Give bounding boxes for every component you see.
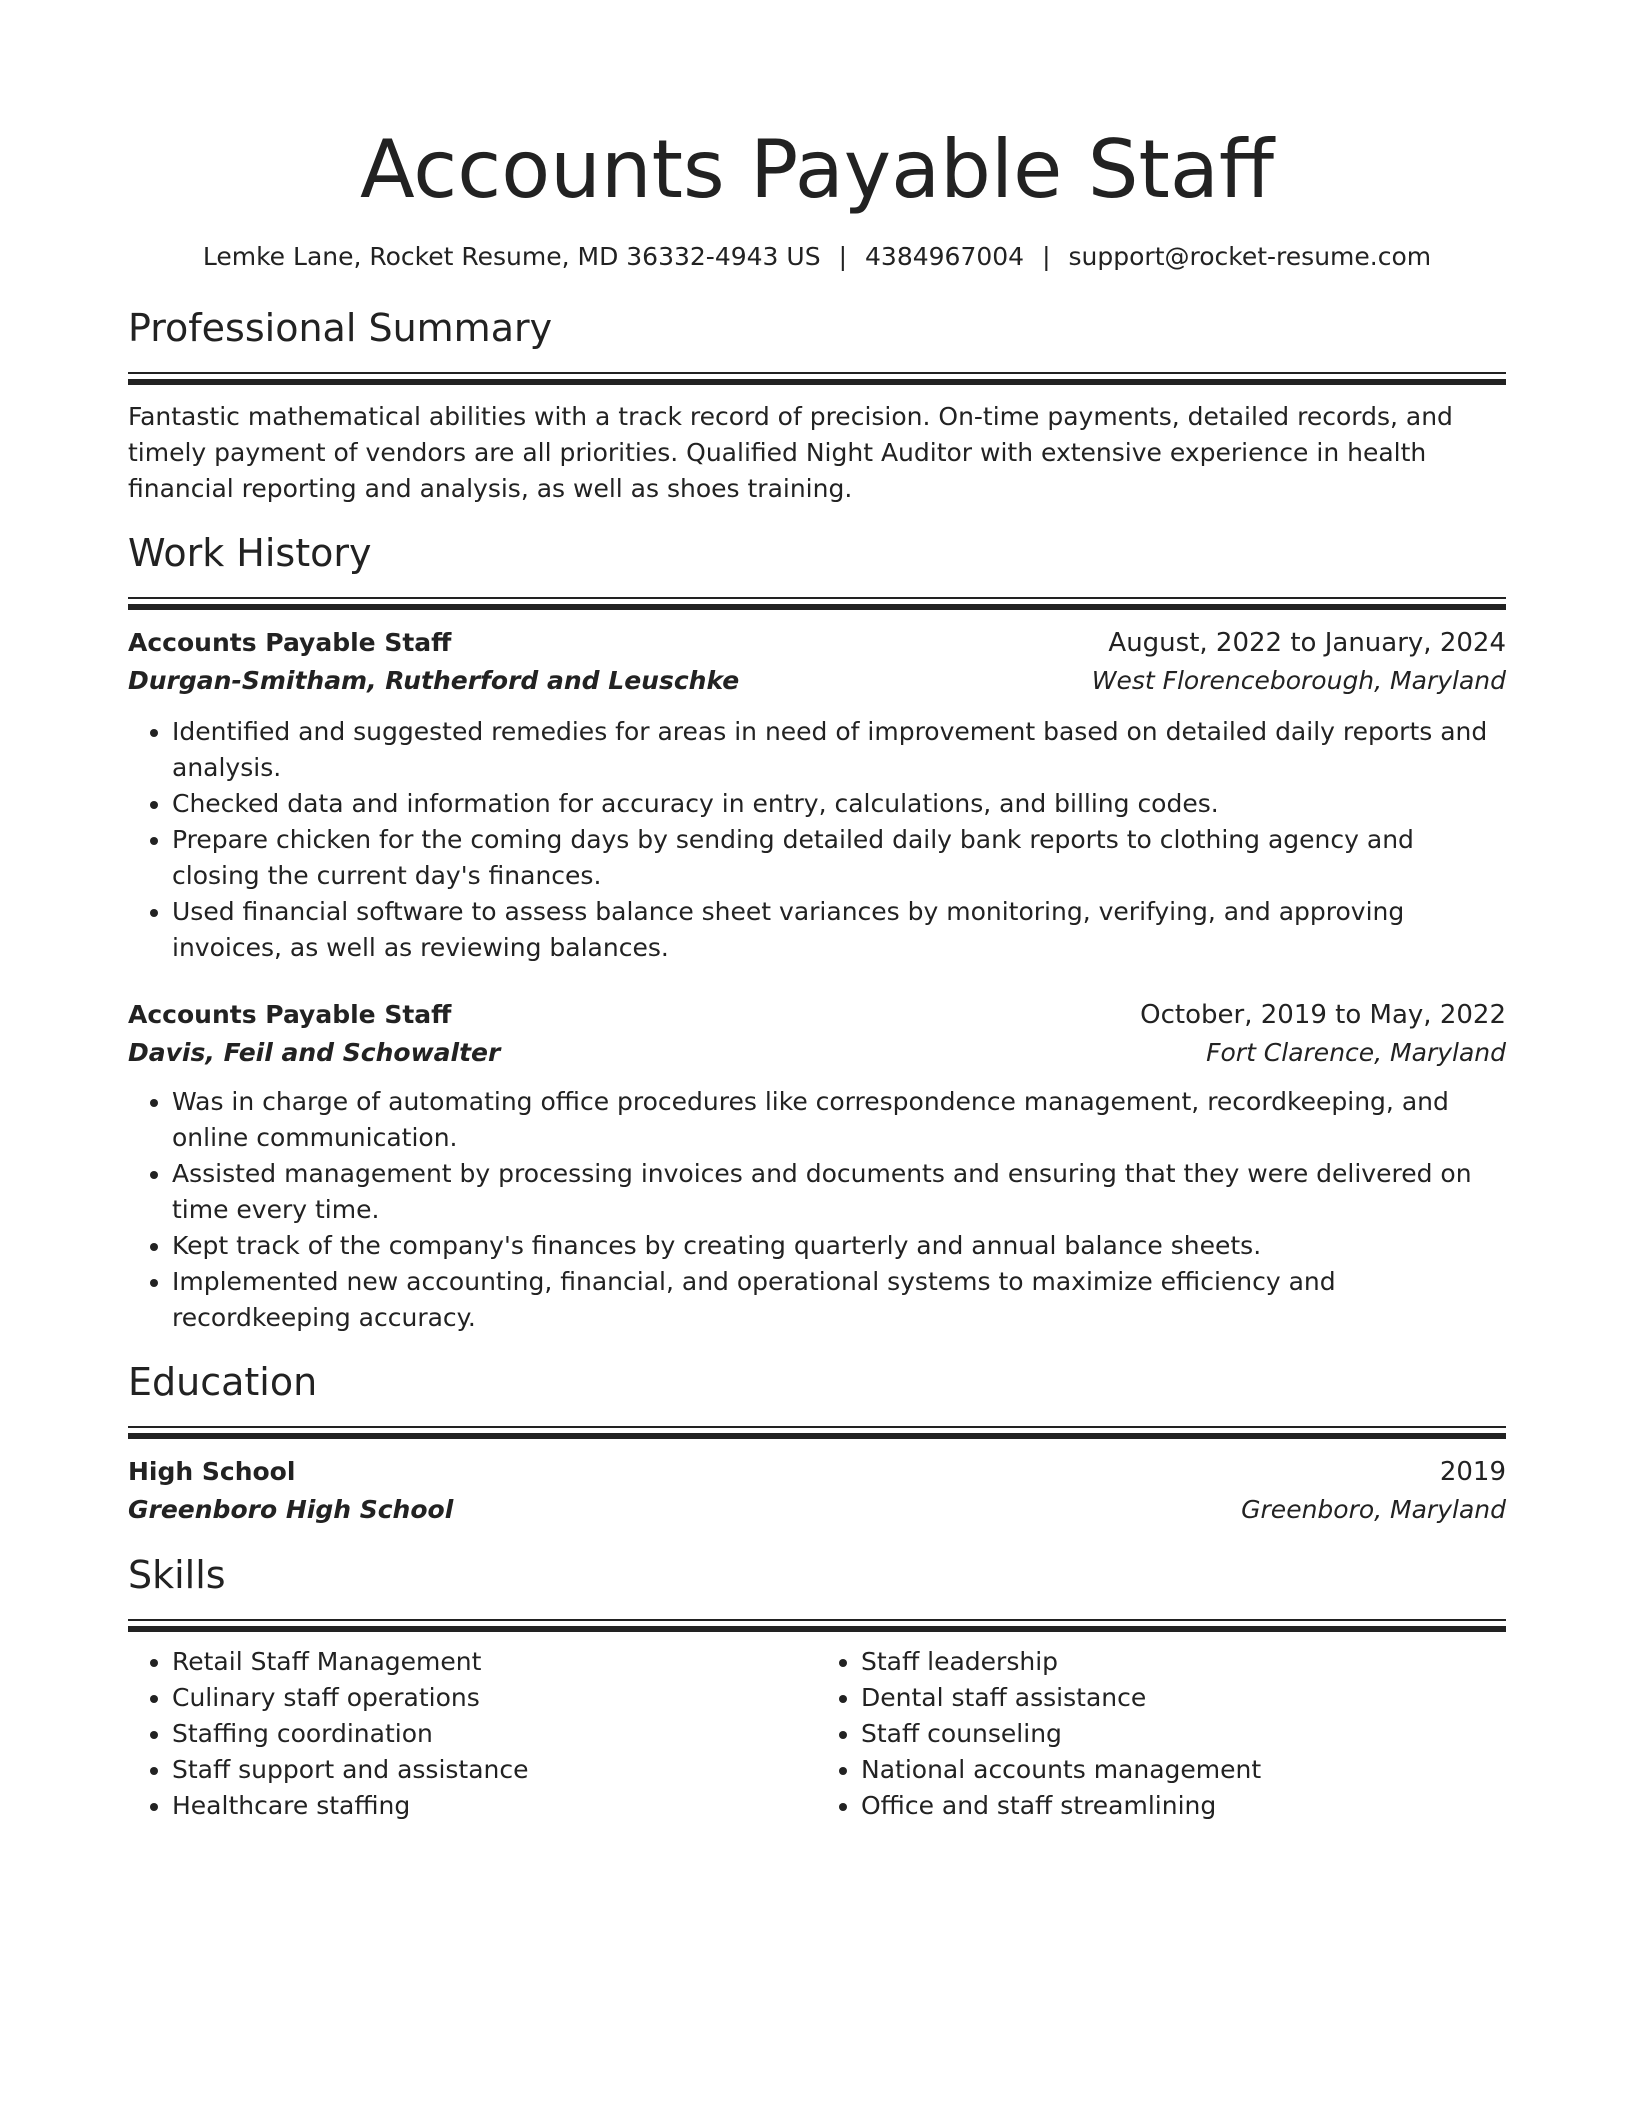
skill-item: • Staffing coordination <box>172 1716 817 1752</box>
skill-item: • Staff support and assistance <box>172 1752 817 1788</box>
section-title: Education <box>128 1360 318 1404</box>
section-divider <box>128 1619 1506 1621</box>
list-item: • Prepare chicken for the coming days by sending detailed daily bank reports to clothing agency and closing the current day's finances. <box>172 822 1506 894</box>
education-section <box>128 1358 1506 1529</box>
section-divider <box>128 372 1506 374</box>
skill-item: • Retail Staff Management <box>172 1644 817 1680</box>
list-item: • Implemented new accounting, financial, and operational systems to maximize efficiency and recordkeeping accuracy. <box>172 1264 1506 1336</box>
resume-page <box>128 0 1506 1824</box>
skill-item: • Culinary staff operations <box>172 1680 817 1716</box>
education-degree: High School <box>128 1457 296 1486</box>
education-entry <box>128 1453 1506 1529</box>
education-year: 2019 <box>1439 1457 1506 1487</box>
contact-address: Lemke Lane, Rocket Resume, MD 36332-4943 US <box>202 242 821 271</box>
list-item: • Identified and suggested remedies for areas in need of improvement based on detailed daily reports and analysis. <box>172 714 1506 786</box>
job-entry <box>128 624 1506 966</box>
work-history-section <box>128 529 1506 1336</box>
job-entry <box>128 996 1506 1336</box>
skill-item: • Office and staff streamlining <box>861 1788 1506 1824</box>
skills-section <box>128 1551 1506 1824</box>
list-item: • Assisted management by processing invoices and documents and ensuring that they were delivered on time every time. <box>172 1156 1506 1228</box>
skills-list-right <box>817 1644 1506 1824</box>
section-divider <box>128 1426 1506 1428</box>
job-bullets <box>128 1084 1506 1336</box>
list-item: • Checked data and information for accuracy in entry, calculations, and billing codes. <box>172 786 1506 822</box>
job-bullets <box>128 714 1506 966</box>
section-divider <box>128 1433 1506 1439</box>
list-item: • Used financial software to assess balance sheet variances by monitoring, verifying, and approving invoices, as well as reviewing balances. <box>172 894 1506 966</box>
skill-item: • Healthcare staffing <box>172 1788 817 1824</box>
contact-separator: | <box>838 242 848 271</box>
list-item: • Kept track of the company's finances by creating quarterly and annual balance sheets. <box>172 1228 1506 1264</box>
skills-columns <box>128 1644 1506 1824</box>
contact-separator: | <box>1042 242 1051 271</box>
section-title: Professional Summary <box>128 306 553 350</box>
job-dates: October, 2019 to May, 2022 <box>1140 1000 1506 1030</box>
summary-text: Fantastic mathematical abilities with a track record of precision. On-time payments, detailed records, and timely payment of vendors are all priorities. Qualified Night Auditor with extensive experience in health financial reporting and analysis, as well as shoes training. <box>128 402 1453 503</box>
section-title: Work History <box>128 531 372 575</box>
section-title: Skills <box>128 1553 226 1597</box>
section-divider <box>128 604 1506 610</box>
job-title: Accounts Payable Staff <box>128 628 452 657</box>
contact-line <box>128 240 1506 274</box>
job-location: Fort Clarence, Maryland <box>1206 1038 1506 1067</box>
education-school: Greenboro High School <box>128 1495 454 1524</box>
contact-phone: 4384967004 <box>865 242 1025 271</box>
section-divider <box>128 1626 1506 1632</box>
list-item: • Was in charge of automating office procedures like correspondence management, recordkeeping, and online communication. <box>172 1084 1506 1156</box>
skill-item: • Staff leadership <box>861 1644 1506 1680</box>
job-dates: August, 2022 to January, 2024 <box>1108 628 1506 658</box>
candidate-name: Accounts Payable Staff <box>359 123 1275 216</box>
section-divider <box>128 379 1506 385</box>
contact-email: support@rocket-resume.com <box>1068 242 1432 271</box>
job-title: Accounts Payable Staff <box>128 1000 452 1029</box>
skill-item: • Staff counseling <box>861 1716 1506 1752</box>
skills-list-left <box>128 1644 817 1824</box>
section-divider <box>128 597 1506 599</box>
job-company: Durgan-Smitham, Rutherford and Leuschke <box>128 666 740 695</box>
skill-item: • Dental staff assistance <box>861 1680 1506 1716</box>
skill-item: • National accounts management <box>861 1752 1506 1788</box>
education-location: Greenboro, Maryland <box>1241 1495 1506 1524</box>
job-location: West Florenceborough, Maryland <box>1091 666 1506 695</box>
summary-section <box>128 304 1506 507</box>
job-company: Davis, Feil and Schowalter <box>128 1038 501 1067</box>
